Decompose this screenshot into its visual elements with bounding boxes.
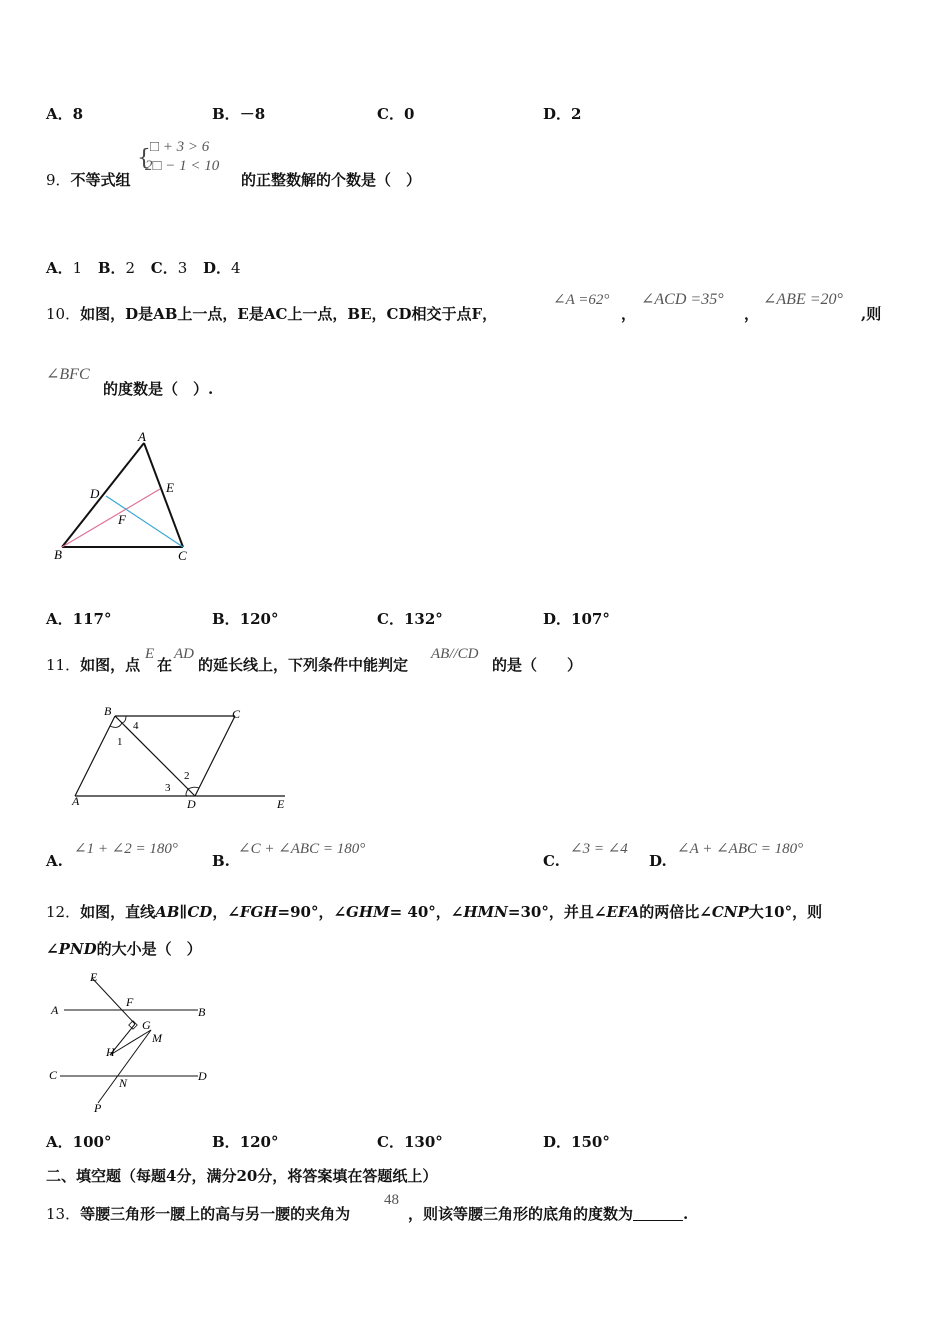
q9-stem (46, 169, 131, 190)
q11-label-e: E (277, 797, 285, 811)
q8-option-b: B．－8 (212, 105, 266, 123)
q10-segment-be (62, 489, 160, 547)
q11-option-d-letter: D. (649, 852, 667, 870)
q11-point-e: E (145, 646, 155, 662)
q12-label-f: F (126, 995, 134, 1009)
q13-angle-value: 48 (384, 1192, 399, 1208)
q10-ask-text: 的度数是（ ）. (103, 380, 214, 398)
q10-label-c: C (178, 548, 187, 563)
q11-text-4: 的是（ ） (492, 656, 583, 674)
q9-options: A．1 B．2 C．3 D．4 (46, 259, 241, 277)
q11-option-a-letter: A. (46, 852, 63, 870)
q10-option-b: B．120° (212, 610, 279, 628)
q9-number: 9． (46, 171, 71, 189)
q10-number: 10． (46, 305, 81, 323)
q12-label-p: P (94, 1101, 102, 1115)
q10-cond-a: ∠A =62° (553, 292, 610, 308)
q11-option-d: ∠A + ∠ABC = 180° (677, 841, 804, 857)
q12-option-a: A．100° (46, 1133, 112, 1151)
q10-figure (50, 430, 200, 568)
q13-number: 13． (46, 1205, 81, 1223)
q10-ask-angle: ∠BFC (46, 366, 90, 383)
q10-label-e: E (166, 480, 174, 495)
q10-option-c: C．132° (377, 610, 443, 628)
q10-option-a: A．117° (46, 610, 112, 628)
q12-stem-line2: ∠PND的大小是（ ） (46, 940, 202, 958)
q11-angle-2-arc (188, 787, 199, 789)
q11-option-a: ∠1 + ∠2 = 180° (74, 841, 178, 857)
q10-option-d: D．107° (543, 610, 610, 628)
q10-label-b: B (54, 547, 62, 562)
q11-line-cd (195, 716, 235, 796)
q11-label-b: B (104, 704, 112, 718)
q10-cond-abe: ∠ABE =20° (763, 291, 843, 308)
q12-option-c: C．130° (377, 1133, 443, 1151)
q12-label-e: E (90, 970, 98, 984)
q10-cond-acd: ∠ACD =35° (641, 291, 724, 308)
q11-text-3: 的延长线上，下列条件中能判定 (198, 656, 409, 674)
q10-sep2: ， (744, 305, 760, 323)
q11-label-c: C (232, 707, 241, 721)
q10-label-a: A (138, 430, 146, 444)
q8-option-d: D．2 (543, 105, 582, 123)
q9-suffix: 的正整数解的个数是（ ） (241, 171, 422, 189)
q11-label-2: 2 (184, 770, 190, 782)
q12-label-n: N (119, 1076, 128, 1090)
q13-stem-rest: ，则该等腰三角形的底角的度数为 . (408, 1205, 689, 1223)
q10-label-d: D (90, 486, 100, 501)
q11-stem: 11．如图，点 (46, 656, 141, 674)
q9-system-line2: 2□ − 1 < 10 (145, 158, 220, 174)
q12-segment-hm (110, 1030, 151, 1055)
q9-system-line1: □ + 3 > 6 (150, 139, 210, 155)
q10-side-ab (62, 443, 144, 547)
q8-option-a: A．8 (46, 105, 84, 123)
q11-angle-4-arc (122, 716, 126, 723)
q12-label-d: D (198, 1069, 207, 1083)
q12-label-c: C (49, 1068, 58, 1082)
q11-label-a: A (72, 794, 80, 808)
q12-label-b: B (198, 1005, 206, 1019)
q11-option-c: ∠3 = ∠4 (570, 841, 628, 857)
q11-number: 11． (46, 656, 81, 674)
q10-sep1: ， (621, 305, 637, 323)
q11-angle-3-arc (186, 789, 188, 796)
q11-line-ab (75, 716, 115, 796)
q13-answer-blank[interactable] (633, 1206, 683, 1221)
q11-figure (60, 700, 300, 816)
q12-number: 12． (46, 903, 81, 921)
q11-option-c-letter: C. (543, 852, 560, 870)
q12-figure (46, 966, 221, 1116)
q12-label-a: A (51, 1003, 59, 1017)
q11-seg-ad: AD (174, 646, 194, 662)
q10-label-f: F (118, 512, 126, 527)
q13-stem: 13．等腰三角形一腰上的高与另一腰的夹角为 (46, 1205, 351, 1223)
q9-system-brace: { (137, 146, 151, 171)
q12-label-m: M (152, 1031, 162, 1045)
q12-label-h: H (106, 1045, 115, 1059)
q12-line-mp (98, 1030, 151, 1103)
q10-tail: ,则 (861, 305, 882, 323)
q11-label-3: 3 (165, 782, 171, 794)
q11-label-4: 4 (133, 720, 139, 732)
q11-label-d: D (187, 797, 196, 811)
q12-option-d: D．150° (543, 1133, 610, 1151)
q12-stem-line1: 12．如图，直线AB∥CD，∠FGH=90°，∠GHM= 40°，∠HMN=30°，并且∠EFA的两倍比∠CNP大10°，则 (46, 903, 823, 921)
section-2-title: 二、填空题（每题4分，满分20分，将答案填在答题纸上） (46, 1167, 438, 1185)
q11-line-bd (115, 716, 195, 796)
q9-prefix: 不等式组 (70, 171, 131, 189)
q11-option-b: ∠C + ∠ABC = 180° (238, 841, 366, 857)
q11-text-2: 在 (157, 656, 173, 674)
q10-stem: 10．如图，D是AB上一点，E是AC上一点，BE，CD相交于点F， (46, 305, 498, 323)
q12-label-g: G (142, 1018, 151, 1032)
q11-option-b-letter: B. (212, 852, 230, 870)
q11-parallel: AB//CD (431, 646, 479, 662)
q11-label-1: 1 (117, 736, 123, 748)
q12-option-b: B．120° (212, 1133, 279, 1151)
q8-option-c: C．0 (377, 105, 415, 123)
